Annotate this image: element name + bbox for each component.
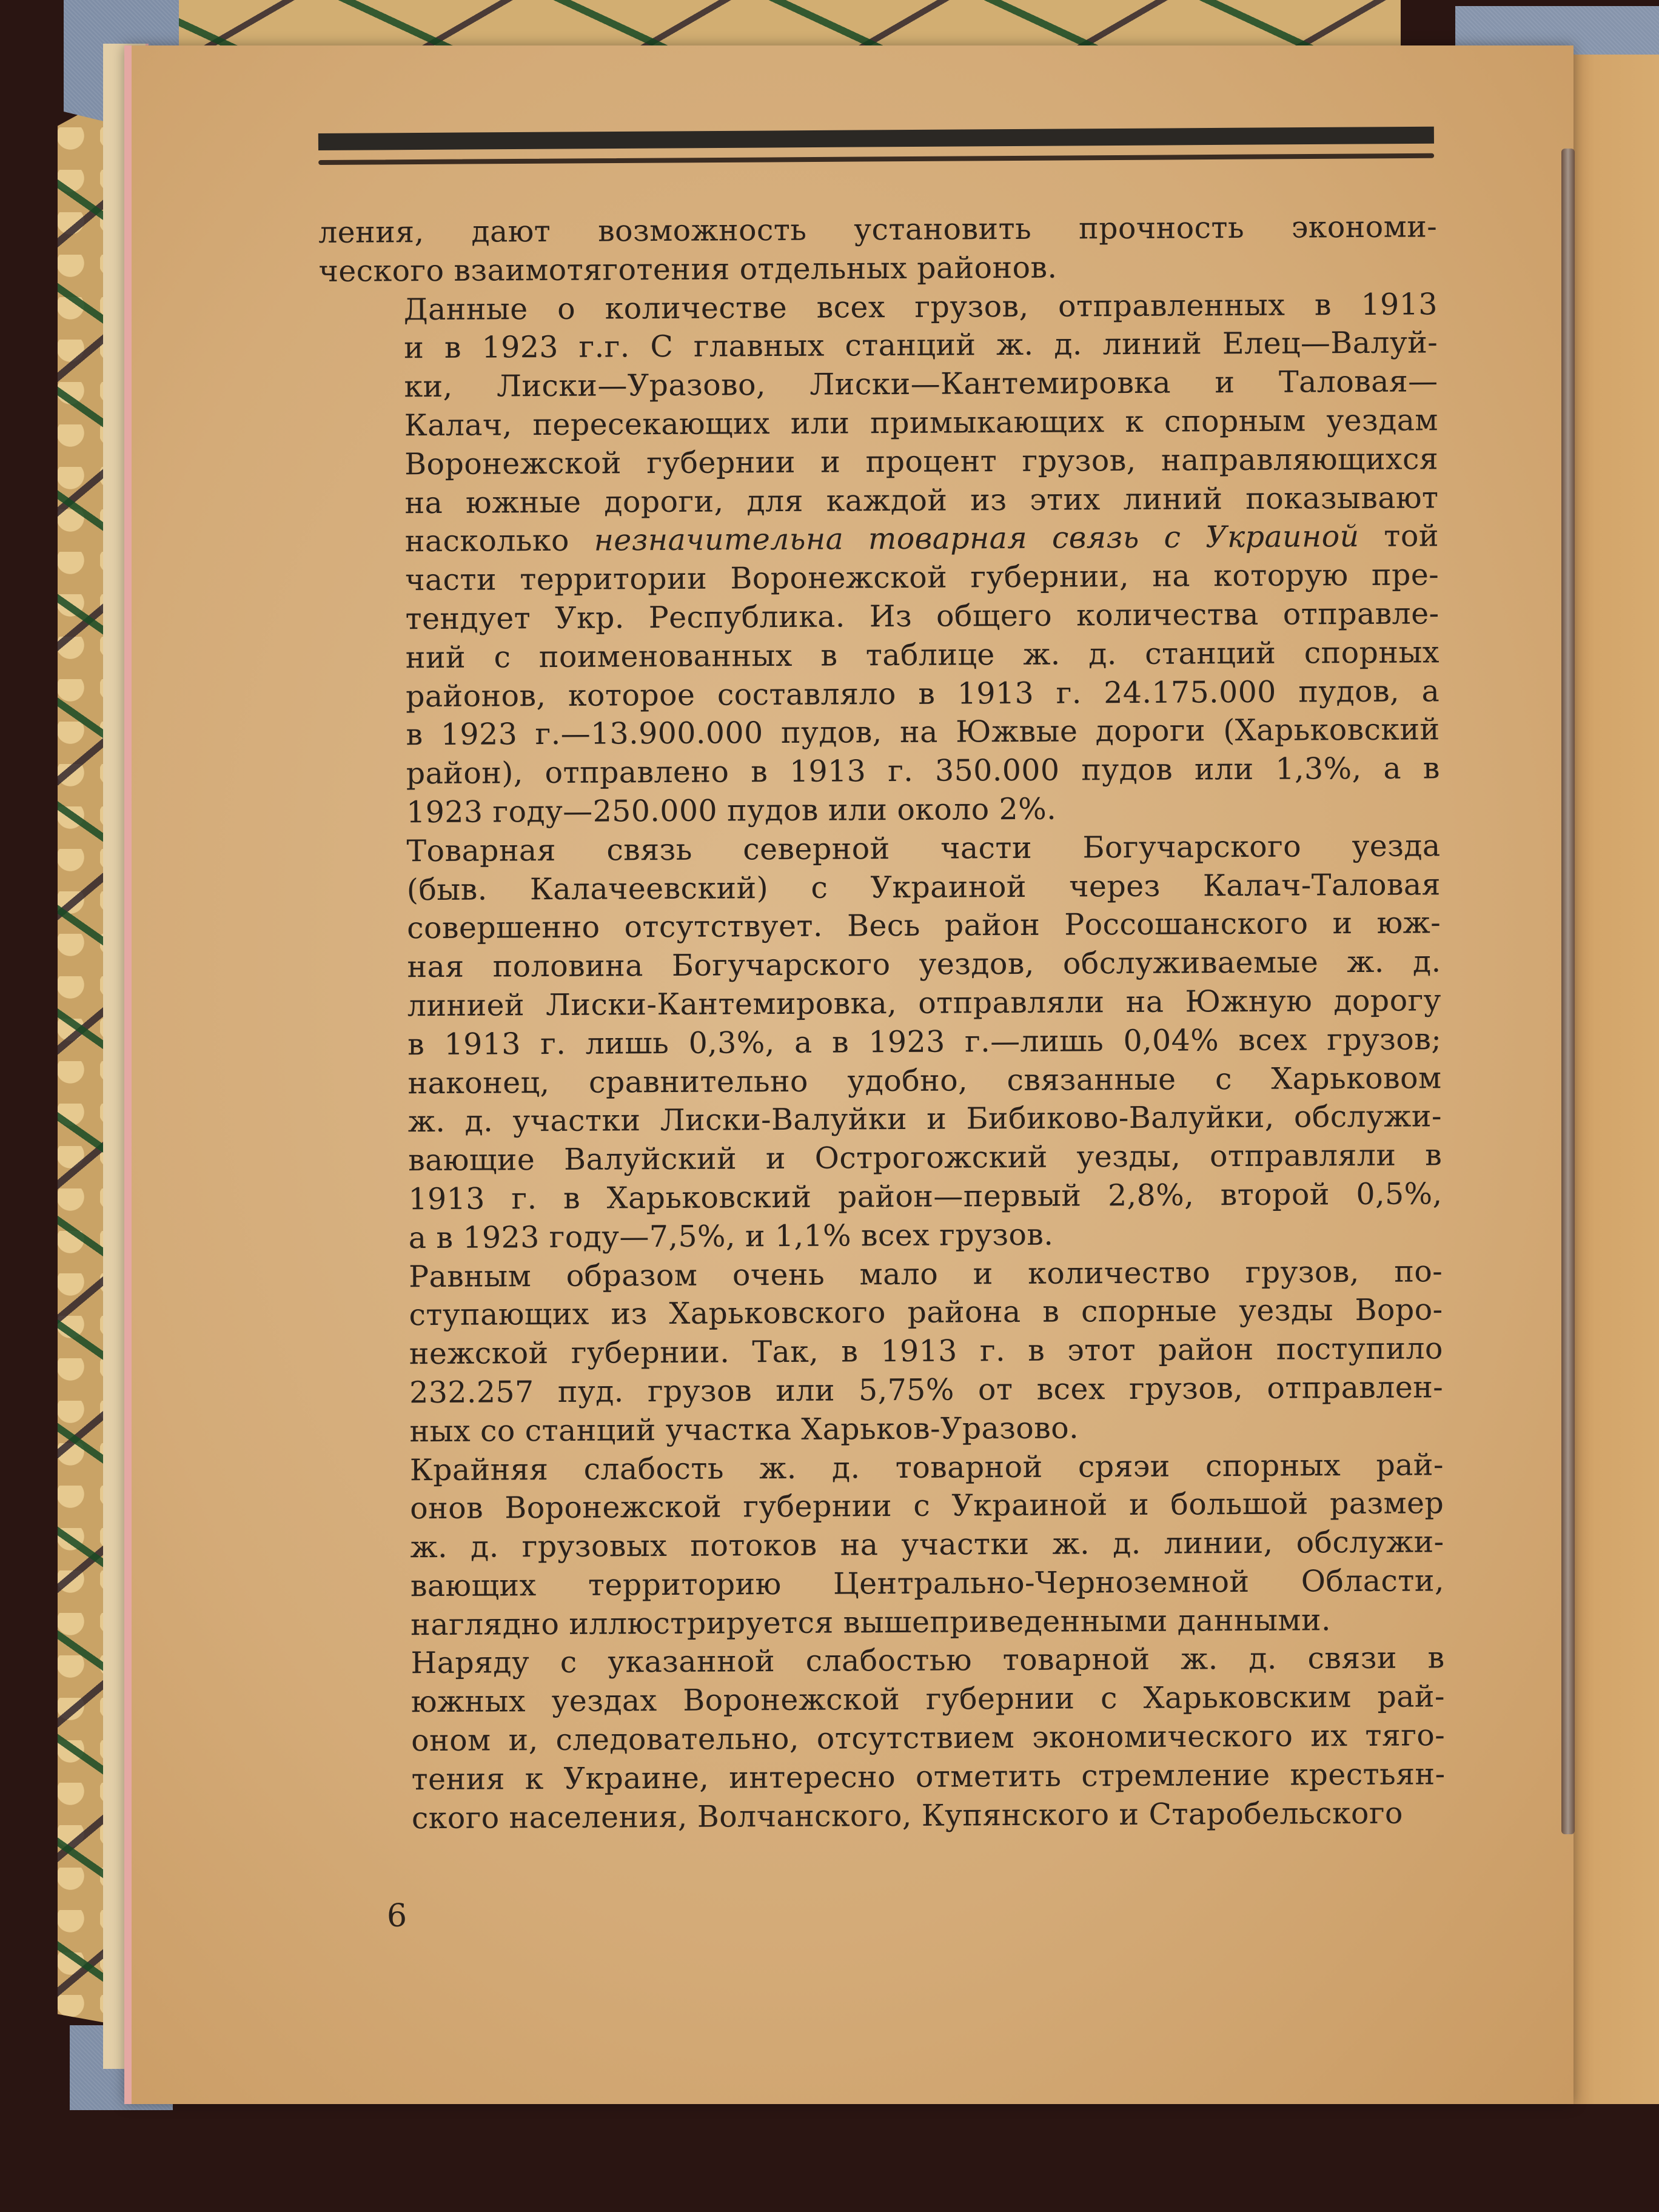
binding-thread: [1561, 149, 1575, 1834]
text-line: район), отправлено в 1913 г. 350.000 пудов или 1,3%, а в: [406, 751, 1440, 791]
text-line: ступающих из Харьковского района в спорные уезды Воро-: [409, 1292, 1443, 1333]
text-line: районов, которое составляло в 1913 г. 24.175.000 пудов, а: [406, 673, 1440, 714]
text-line: ний с поименованных в таблице ж. д. станций спорных: [405, 635, 1439, 675]
text-line: в 1913 г. лишь 0,3%, а в 1923 г.—лишь 0,04% всех грузов;: [407, 1022, 1442, 1062]
text-line: вающие Валуйский и Острогожский уезды, отправляли в: [408, 1138, 1443, 1178]
text-line: наглядно иллюстрируется вышеприведенными данными.: [411, 1602, 1332, 1642]
text-line: оном и, следовательно, отсутствием экономического их тяго-: [411, 1718, 1446, 1758]
text-line: на южные дороги, для каждой из этих линий показывают: [404, 480, 1439, 520]
text-line: нежской губернии. Так, в 1913 г. в этот район поступило: [409, 1331, 1443, 1372]
text-line: Равным образом очень мало и количество грузов, по-: [409, 1253, 1443, 1294]
paragraph: [321, 826, 1443, 1258]
text-line: ж. д. грузовых потоков на участки ж. д. линии, обслужи-: [410, 1524, 1444, 1565]
text-line: ная половина Богучарского уездов, обслуживаемые ж. д.: [407, 944, 1441, 985]
text-line: и в 1923 г.г. С главных станций ж. д. линий Елец—Валуй-: [404, 325, 1438, 366]
text-line: 1923 году—250.000 пудов или около 2%.: [406, 791, 1057, 830]
text-line: совершенно отсутствует. Весь район Россошанского и юж-: [407, 905, 1441, 946]
text-line: линией Лиски-Кантемировка, отправляли на Южную дорогу: [407, 983, 1441, 1024]
text-line: онов Воронежской губернии с Украиной и большой размер: [410, 1486, 1444, 1526]
text-line: Данные о количестве всех грузов, отправленных в 1913: [403, 286, 1438, 327]
text-line: Товарная связь северной части Богучарского уезда: [406, 828, 1441, 869]
paragraph: [318, 207, 1438, 290]
text-line: 232.257 пуд. грузов или 5,75% от всех грузов, отправлен-: [409, 1370, 1444, 1410]
text-line: Крайняя слабость ж. д. товарной сряэи спорных рай-: [409, 1447, 1444, 1487]
paragraph: [324, 1252, 1444, 1452]
text-line: ж. д. участки Лиски-Валуйки и Бибиково-Валуйки, обслужи-: [407, 1099, 1442, 1139]
page-number: 6: [387, 1898, 407, 1934]
text-line: ления, дают возможность установить прочность экономи-: [318, 209, 1438, 250]
text-line: (быв. Калачеевский) с Украиной через Калач-Таловая: [406, 866, 1441, 907]
text-line: ского населения, Волчанского, Купянского и Старобельского: [411, 1795, 1403, 1835]
text-line: части территории Воронежской губернии, на которую пре-: [405, 557, 1439, 598]
text-line: Наряду с указанной слабостью товарной ж. д. связи в: [411, 1640, 1445, 1681]
text-line: тендует Укр. Республика. Из общего количества отправле-: [405, 596, 1439, 637]
emphasized-text: незначительна товарная связь с Украиной: [594, 519, 1359, 558]
text-line: в 1923 г.—13.900.000 пудов, на Южвые дороги (Харьковский: [406, 712, 1440, 752]
text-line: 1913 г. в Харьковский район—первый 2,8%, второй 0,5%,: [408, 1176, 1443, 1217]
text-line: ных со станций участка Харьков-Уразово.: [409, 1410, 1079, 1449]
text-line: тения к Украине, интересно отметить стремление крестьян-: [411, 1757, 1446, 1797]
paragraph: [325, 1446, 1445, 1645]
text-line: ческого взаимотяготения отдельных районов.: [318, 250, 1057, 289]
paragraph: [319, 285, 1441, 833]
text-line: ки, Лиски—Уразово, Лиски—Кантемировка и Таловая—: [404, 364, 1438, 404]
text-line: наконец, сравнительно удобно, связанные с Харьковом: [407, 1060, 1442, 1101]
text-line: Калач, пересекающих или примыкающих к спорным уездам: [404, 403, 1438, 443]
paragraph: [326, 1639, 1446, 1838]
text-line: насколько незначительна товарная связь с Украиной той: [404, 518, 1439, 559]
text-line: Воронежской губернии и процент грузов, направляющихся: [404, 441, 1439, 482]
text-line: вающих территорию Центрально-Черноземной Области,: [410, 1563, 1444, 1604]
text-line: а в 1923 году—7,5%, и 1,1% всех грузов.: [408, 1217, 1054, 1255]
body-text: [318, 207, 1446, 1838]
text-line: южных уездах Воронежской губернии с Харьковским рай-: [411, 1679, 1445, 1720]
